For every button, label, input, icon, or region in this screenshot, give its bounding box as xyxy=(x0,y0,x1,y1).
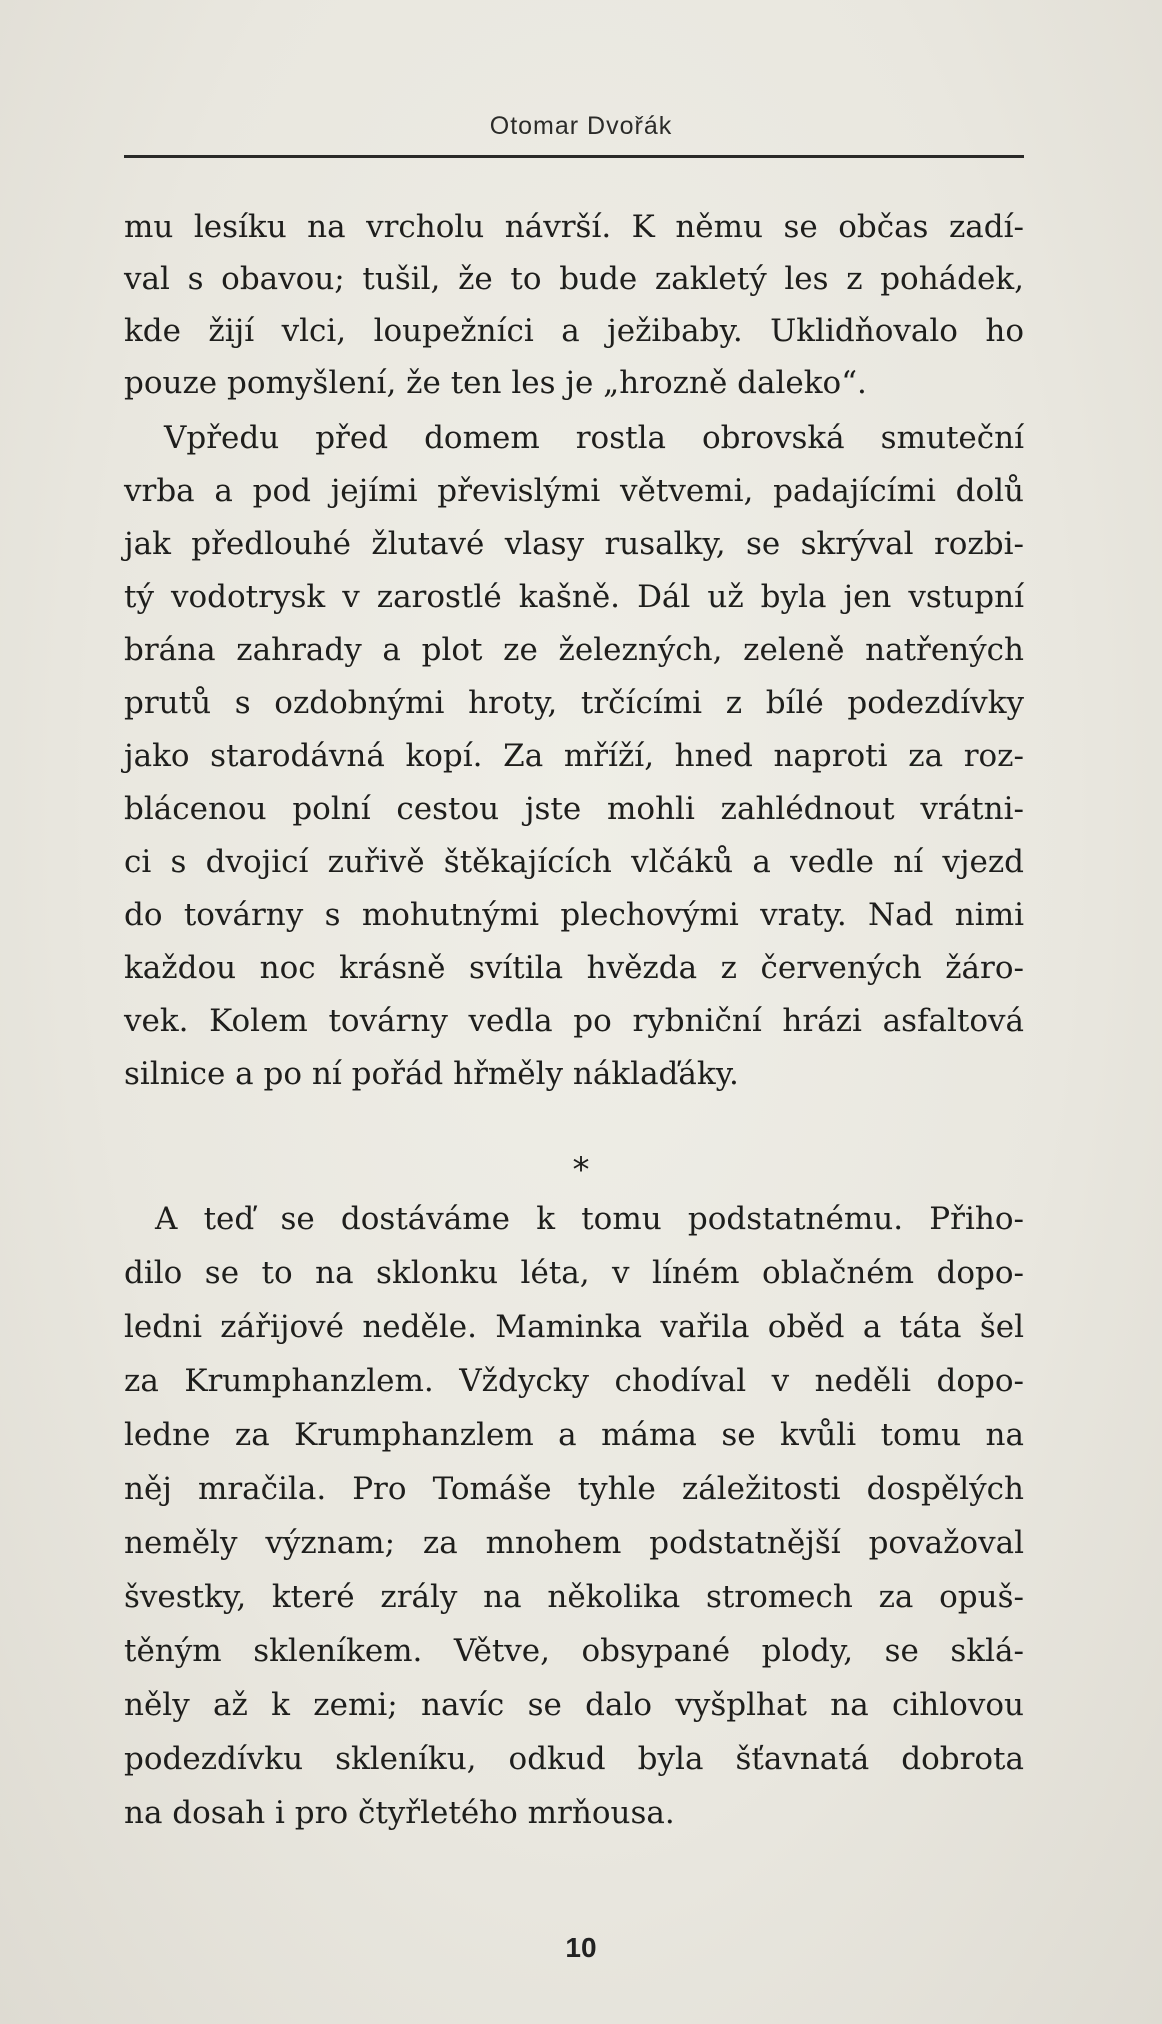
text-line: jak předlouhé žlutavé vlasy rusalky, se skrýval rozbi- xyxy=(124,526,1024,562)
text-line: pouze pomyšlení, že ten les je „hrozně daleko“. xyxy=(124,365,867,401)
text-line: na dosah i pro čtyřletého mrňousa. xyxy=(124,1795,675,1831)
text-line: neměly význam; za mnohem podstatnější považoval xyxy=(124,1525,1024,1561)
text-line: do továrny s mohutnými plechovými vraty. Nad nimi xyxy=(124,897,1024,933)
text-line: vek. Kolem továrny vedla po rybniční hrázi asfaltová xyxy=(124,1003,1024,1039)
text-line: každou noc krásně svítila hvězda z červených žáro- xyxy=(124,950,1024,986)
running-header-author: Otomar Dvořák xyxy=(489,112,673,140)
text-line: kde žijí vlci, loupežníci a ježibaby. Uklidňovalo ho xyxy=(124,313,1024,349)
text-line: silnice a po ní pořád hřměly náklaďáky. xyxy=(124,1056,739,1092)
text-line: za Krumphanzlem. Vždycky chodíval v neděli dopo- xyxy=(124,1363,1024,1399)
text-line: Vpředu před domem rostla obrovská smuteční xyxy=(164,420,1024,456)
text-line: jako starodávná kopí. Za mříží, hned naproti za roz- xyxy=(124,738,1024,774)
text-line: švestky, které zrály na několika stromech za opuš- xyxy=(124,1579,1024,1615)
text-line: ci s dvojicí zuřivě štěkajících vlčáků a vedle ní vjezd xyxy=(124,844,1024,880)
text-line: brána zahrady a plot ze železných, zeleně natřených xyxy=(124,632,1024,668)
text-line: ledne za Krumphanzlem a máma se kvůli tomu na xyxy=(124,1417,1024,1453)
text-line: dilo se to na sklonku léta, v líném oblačném dopo- xyxy=(124,1255,1024,1291)
text-line: tý vodotrysk v zarostlé kašně. Dál už byla jen vstupní xyxy=(124,579,1024,615)
text-line: prutů s ozdobnými hroty, trčícími z bílé podezdívky xyxy=(124,685,1024,721)
text-line: něly až k zemi; navíc se dalo vyšplhat na cihlovou xyxy=(124,1687,1024,1723)
text-line: něj mračila. Pro Tomáše tyhle záležitosti dospělých xyxy=(124,1471,1024,1507)
section-break-star: * xyxy=(572,1150,590,1190)
text-line: blácenou polní cestou jste mohli zahlédnout vrátni- xyxy=(124,791,1024,827)
header-rule xyxy=(124,155,1024,158)
text-line: val s obavou; tušil, že to bude zakletý les z pohádek, xyxy=(124,261,1024,297)
text-line: vrba a pod jejími převislými větvemi, padajícími dolů xyxy=(124,473,1024,509)
text-line: podezdívku skleníku, odkud byla šťavnatá dobrota xyxy=(124,1741,1024,1777)
text-line: ledni zářijové neděle. Maminka vařila oběd a táta šel xyxy=(124,1309,1024,1345)
text-line: mu lesíku na vrcholu návrší. K němu se občas zadí- xyxy=(124,209,1024,245)
text-line: těným skleníkem. Větve, obsypané plody, se sklá- xyxy=(124,1633,1024,1669)
text-line: A teď se dostáváme k tomu podstatnému. Přiho- xyxy=(155,1201,1024,1237)
page-number: 10 xyxy=(565,1932,597,1963)
